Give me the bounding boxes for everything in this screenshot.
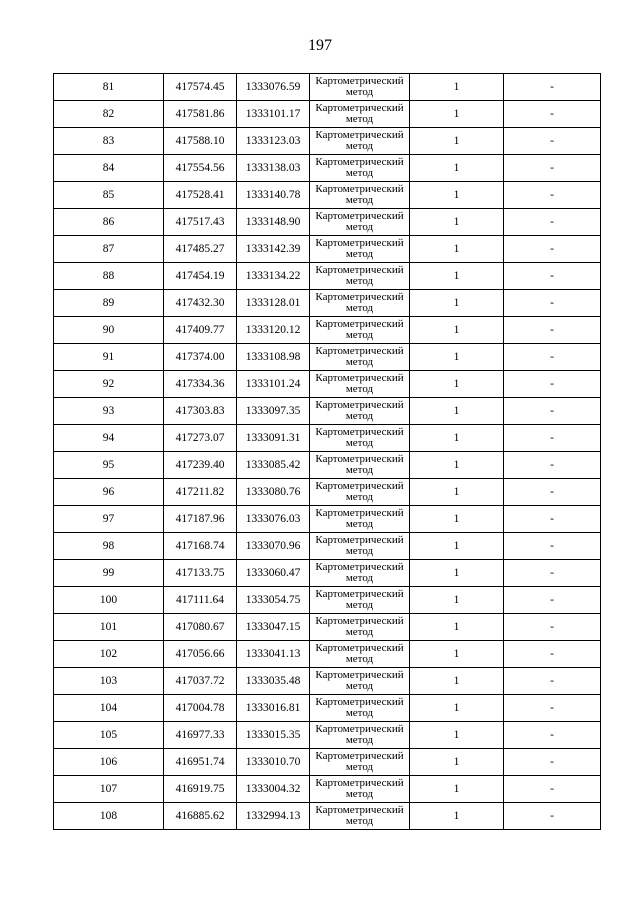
method-cell: [310, 560, 410, 587]
point-number-cell: 83: [54, 128, 164, 155]
point-number-cell: 107: [54, 776, 164, 803]
description-cell: -: [504, 803, 601, 830]
x-coordinate-cell: 417004.78: [164, 695, 237, 722]
method-text: Картометрический метод: [315, 506, 404, 530]
y-coordinate-cell: 1333128.01: [237, 290, 310, 317]
y-coordinate-cell: 1333004.32: [237, 776, 310, 803]
y-coordinate-cell: 1333047.15: [237, 614, 310, 641]
method-cell: [310, 452, 410, 479]
method-cell: [310, 155, 410, 182]
description-cell: -: [504, 182, 601, 209]
point-number-cell: 103: [54, 668, 164, 695]
x-coordinate-cell: 417133.75: [164, 560, 237, 587]
method-cell: [310, 749, 410, 776]
method-cell: [310, 641, 410, 668]
point-number-cell: 87: [54, 236, 164, 263]
y-coordinate-cell: 1333142.39: [237, 236, 310, 263]
description-cell: -: [504, 749, 601, 776]
table-row: [54, 236, 601, 263]
description-cell: -: [504, 398, 601, 425]
method-cell: [310, 398, 410, 425]
point-number-cell: 93: [54, 398, 164, 425]
table-row: [54, 452, 601, 479]
description-cell: -: [504, 722, 601, 749]
method-cell: [310, 695, 410, 722]
table-row: [54, 371, 601, 398]
method-cell: [310, 263, 410, 290]
x-coordinate-cell: 417574.45: [164, 74, 237, 101]
x-coordinate-cell: 417056.66: [164, 641, 237, 668]
point-number-cell: 86: [54, 209, 164, 236]
point-number-cell: 85: [54, 182, 164, 209]
y-coordinate-cell: 1333070.96: [237, 533, 310, 560]
x-coordinate-cell: 416977.33: [164, 722, 237, 749]
method-text: Картометрический метод: [315, 533, 404, 557]
point-number-cell: 88: [54, 263, 164, 290]
description-cell: -: [504, 425, 601, 452]
description-cell: -: [504, 155, 601, 182]
method-text: Картометрический метод: [315, 452, 404, 476]
accuracy-cell: 1: [410, 587, 504, 614]
x-coordinate-cell: 417588.10: [164, 128, 237, 155]
method-text: Картометрический метод: [315, 263, 404, 287]
method-text: Картометрический метод: [315, 182, 404, 206]
point-number-cell: 89: [54, 290, 164, 317]
y-coordinate-cell: 1333097.35: [237, 398, 310, 425]
x-coordinate-cell: 417187.96: [164, 506, 237, 533]
description-cell: -: [504, 209, 601, 236]
x-coordinate-cell: 417273.07: [164, 425, 237, 452]
method-cell: [310, 209, 410, 236]
description-cell: -: [504, 371, 601, 398]
point-number-cell: 90: [54, 317, 164, 344]
accuracy-cell: 1: [410, 479, 504, 506]
accuracy-cell: 1: [410, 263, 504, 290]
description-cell: -: [504, 317, 601, 344]
table-row: [54, 614, 601, 641]
x-coordinate-cell: 417168.74: [164, 533, 237, 560]
x-coordinate-cell: 417211.82: [164, 479, 237, 506]
x-coordinate-cell: 417080.67: [164, 614, 237, 641]
method-text: Картометрический метод: [315, 236, 404, 260]
y-coordinate-cell: 1333108.98: [237, 344, 310, 371]
method-text: Картометрический метод: [315, 722, 404, 746]
table-row: [54, 587, 601, 614]
accuracy-cell: 1: [410, 236, 504, 263]
table-row: [54, 641, 601, 668]
point-number-cell: 95: [54, 452, 164, 479]
method-text: Картометрический метод: [315, 398, 404, 422]
description-cell: -: [504, 614, 601, 641]
method-text: Картометрический метод: [315, 695, 404, 719]
point-number-cell: 96: [54, 479, 164, 506]
table-row: [54, 695, 601, 722]
y-coordinate-cell: 1333015.35: [237, 722, 310, 749]
x-coordinate-cell: 417432.30: [164, 290, 237, 317]
point-number-cell: 94: [54, 425, 164, 452]
description-cell: -: [504, 587, 601, 614]
coordinates-table: [53, 73, 601, 830]
accuracy-cell: 1: [410, 776, 504, 803]
description-cell: -: [504, 776, 601, 803]
method-cell: [310, 614, 410, 641]
y-coordinate-cell: 1333010.70: [237, 749, 310, 776]
x-coordinate-cell: 417528.41: [164, 182, 237, 209]
y-coordinate-cell: 1333148.90: [237, 209, 310, 236]
description-cell: -: [504, 695, 601, 722]
description-cell: -: [504, 533, 601, 560]
point-number-cell: 99: [54, 560, 164, 587]
accuracy-cell: 1: [410, 398, 504, 425]
table-row: [54, 128, 601, 155]
method-text: Картометрический метод: [315, 614, 404, 638]
accuracy-cell: 1: [410, 290, 504, 317]
method-cell: [310, 533, 410, 560]
table-row: [54, 533, 601, 560]
point-number-cell: 102: [54, 641, 164, 668]
method-text: Картометрический метод: [315, 317, 404, 341]
method-text: Картометрический метод: [315, 776, 404, 800]
description-cell: -: [504, 101, 601, 128]
y-coordinate-cell: 1333120.12: [237, 317, 310, 344]
method-text: Картометрический метод: [315, 560, 404, 584]
accuracy-cell: 1: [410, 128, 504, 155]
table-row: [54, 398, 601, 425]
x-coordinate-cell: 417454.19: [164, 263, 237, 290]
y-coordinate-cell: 1333035.48: [237, 668, 310, 695]
y-coordinate-cell: 1333091.31: [237, 425, 310, 452]
y-coordinate-cell: 1333076.03: [237, 506, 310, 533]
method-text: Картометрический метод: [315, 668, 404, 692]
method-cell: [310, 722, 410, 749]
y-coordinate-cell: 1333060.47: [237, 560, 310, 587]
method-cell: [310, 128, 410, 155]
table-row: [54, 155, 601, 182]
y-coordinate-cell: 1333138.03: [237, 155, 310, 182]
method-text: Картометрический метод: [315, 101, 404, 125]
x-coordinate-cell: 417374.00: [164, 344, 237, 371]
x-coordinate-cell: 417303.83: [164, 398, 237, 425]
method-text: Картометрический метод: [315, 128, 404, 152]
point-number-cell: 98: [54, 533, 164, 560]
table-row: [54, 74, 601, 101]
description-cell: -: [504, 74, 601, 101]
x-coordinate-cell: 417334.36: [164, 371, 237, 398]
accuracy-cell: 1: [410, 317, 504, 344]
x-coordinate-cell: 416951.74: [164, 749, 237, 776]
page-number: 197: [308, 37, 332, 54]
method-text: Картометрический метод: [315, 803, 404, 827]
method-cell: [310, 371, 410, 398]
y-coordinate-cell: 1333080.76: [237, 479, 310, 506]
accuracy-cell: 1: [410, 506, 504, 533]
accuracy-cell: 1: [410, 641, 504, 668]
table-row: [54, 776, 601, 803]
method-text: Картометрический метод: [315, 479, 404, 503]
method-cell: [310, 425, 410, 452]
table-row: [54, 317, 601, 344]
x-coordinate-cell: 417111.64: [164, 587, 237, 614]
table-row: [54, 479, 601, 506]
method-cell: [310, 74, 410, 101]
x-coordinate-cell: 417037.72: [164, 668, 237, 695]
description-cell: -: [504, 344, 601, 371]
x-coordinate-cell: 417485.27: [164, 236, 237, 263]
method-cell: [310, 317, 410, 344]
description-cell: -: [504, 506, 601, 533]
method-text: Картометрический метод: [315, 155, 404, 179]
accuracy-cell: 1: [410, 155, 504, 182]
x-coordinate-cell: 416885.62: [164, 803, 237, 830]
point-number-cell: 81: [54, 74, 164, 101]
x-coordinate-cell: 417554.56: [164, 155, 237, 182]
table-row: [54, 209, 601, 236]
description-cell: -: [504, 560, 601, 587]
description-cell: -: [504, 290, 601, 317]
method-text: Картометрический метод: [315, 209, 404, 233]
point-number-cell: 108: [54, 803, 164, 830]
point-number-cell: 105: [54, 722, 164, 749]
description-cell: -: [504, 668, 601, 695]
method-cell: [310, 803, 410, 830]
accuracy-cell: 1: [410, 209, 504, 236]
table-row: [54, 263, 601, 290]
accuracy-cell: 1: [410, 560, 504, 587]
x-coordinate-cell: 417581.86: [164, 101, 237, 128]
y-coordinate-cell: 1332994.13: [237, 803, 310, 830]
accuracy-cell: 1: [410, 749, 504, 776]
method-cell: [310, 101, 410, 128]
accuracy-cell: 1: [410, 74, 504, 101]
x-coordinate-cell: 417517.43: [164, 209, 237, 236]
table-row: [54, 803, 601, 830]
accuracy-cell: 1: [410, 803, 504, 830]
method-cell: [310, 668, 410, 695]
accuracy-cell: 1: [410, 614, 504, 641]
x-coordinate-cell: 417239.40: [164, 452, 237, 479]
method-text: Картометрический метод: [315, 290, 404, 314]
method-cell: [310, 776, 410, 803]
description-cell: -: [504, 128, 601, 155]
point-number-cell: 106: [54, 749, 164, 776]
method-text: Картометрический метод: [315, 344, 404, 368]
description-cell: -: [504, 263, 601, 290]
table-row: [54, 101, 601, 128]
method-cell: [310, 506, 410, 533]
description-cell: -: [504, 452, 601, 479]
description-cell: -: [504, 641, 601, 668]
description-cell: -: [504, 479, 601, 506]
table-row: [54, 182, 601, 209]
y-coordinate-cell: 1333101.24: [237, 371, 310, 398]
table-row: [54, 290, 601, 317]
table-row: [54, 749, 601, 776]
y-coordinate-cell: 1333054.75: [237, 587, 310, 614]
point-number-cell: 92: [54, 371, 164, 398]
accuracy-cell: 1: [410, 344, 504, 371]
accuracy-cell: 1: [410, 182, 504, 209]
method-text: Картометрический метод: [315, 587, 404, 611]
point-number-cell: 84: [54, 155, 164, 182]
y-coordinate-cell: 1333101.17: [237, 101, 310, 128]
method-text: Картометрический метод: [315, 371, 404, 395]
method-text: Картометрический метод: [315, 641, 404, 665]
point-number-cell: 104: [54, 695, 164, 722]
method-cell: [310, 236, 410, 263]
x-coordinate-cell: 417409.77: [164, 317, 237, 344]
table-row: [54, 425, 601, 452]
point-number-cell: 101: [54, 614, 164, 641]
accuracy-cell: 1: [410, 452, 504, 479]
y-coordinate-cell: 1333123.03: [237, 128, 310, 155]
table-row: [54, 668, 601, 695]
method-text: Картометрический метод: [315, 749, 404, 773]
method-cell: [310, 587, 410, 614]
method-cell: [310, 479, 410, 506]
accuracy-cell: 1: [410, 425, 504, 452]
y-coordinate-cell: 1333085.42: [237, 452, 310, 479]
y-coordinate-cell: 1333140.78: [237, 182, 310, 209]
y-coordinate-cell: 1333076.59: [237, 74, 310, 101]
y-coordinate-cell: 1333041.13: [237, 641, 310, 668]
accuracy-cell: 1: [410, 668, 504, 695]
accuracy-cell: 1: [410, 371, 504, 398]
method-text: Картометрический метод: [315, 74, 404, 98]
method-text: Картометрический метод: [315, 425, 404, 449]
coordinates-table-body: [54, 74, 601, 830]
point-number-cell: 91: [54, 344, 164, 371]
y-coordinate-cell: 1333134.22: [237, 263, 310, 290]
accuracy-cell: 1: [410, 101, 504, 128]
method-cell: [310, 290, 410, 317]
accuracy-cell: 1: [410, 695, 504, 722]
accuracy-cell: 1: [410, 533, 504, 560]
accuracy-cell: 1: [410, 722, 504, 749]
table-row: [54, 344, 601, 371]
point-number-cell: 82: [54, 101, 164, 128]
method-cell: [310, 344, 410, 371]
method-cell: [310, 182, 410, 209]
description-cell: -: [504, 236, 601, 263]
y-coordinate-cell: 1333016.81: [237, 695, 310, 722]
point-number-cell: 100: [54, 587, 164, 614]
table-row: [54, 506, 601, 533]
point-number-cell: 97: [54, 506, 164, 533]
x-coordinate-cell: 416919.75: [164, 776, 237, 803]
table-row: [54, 560, 601, 587]
table-row: [54, 722, 601, 749]
